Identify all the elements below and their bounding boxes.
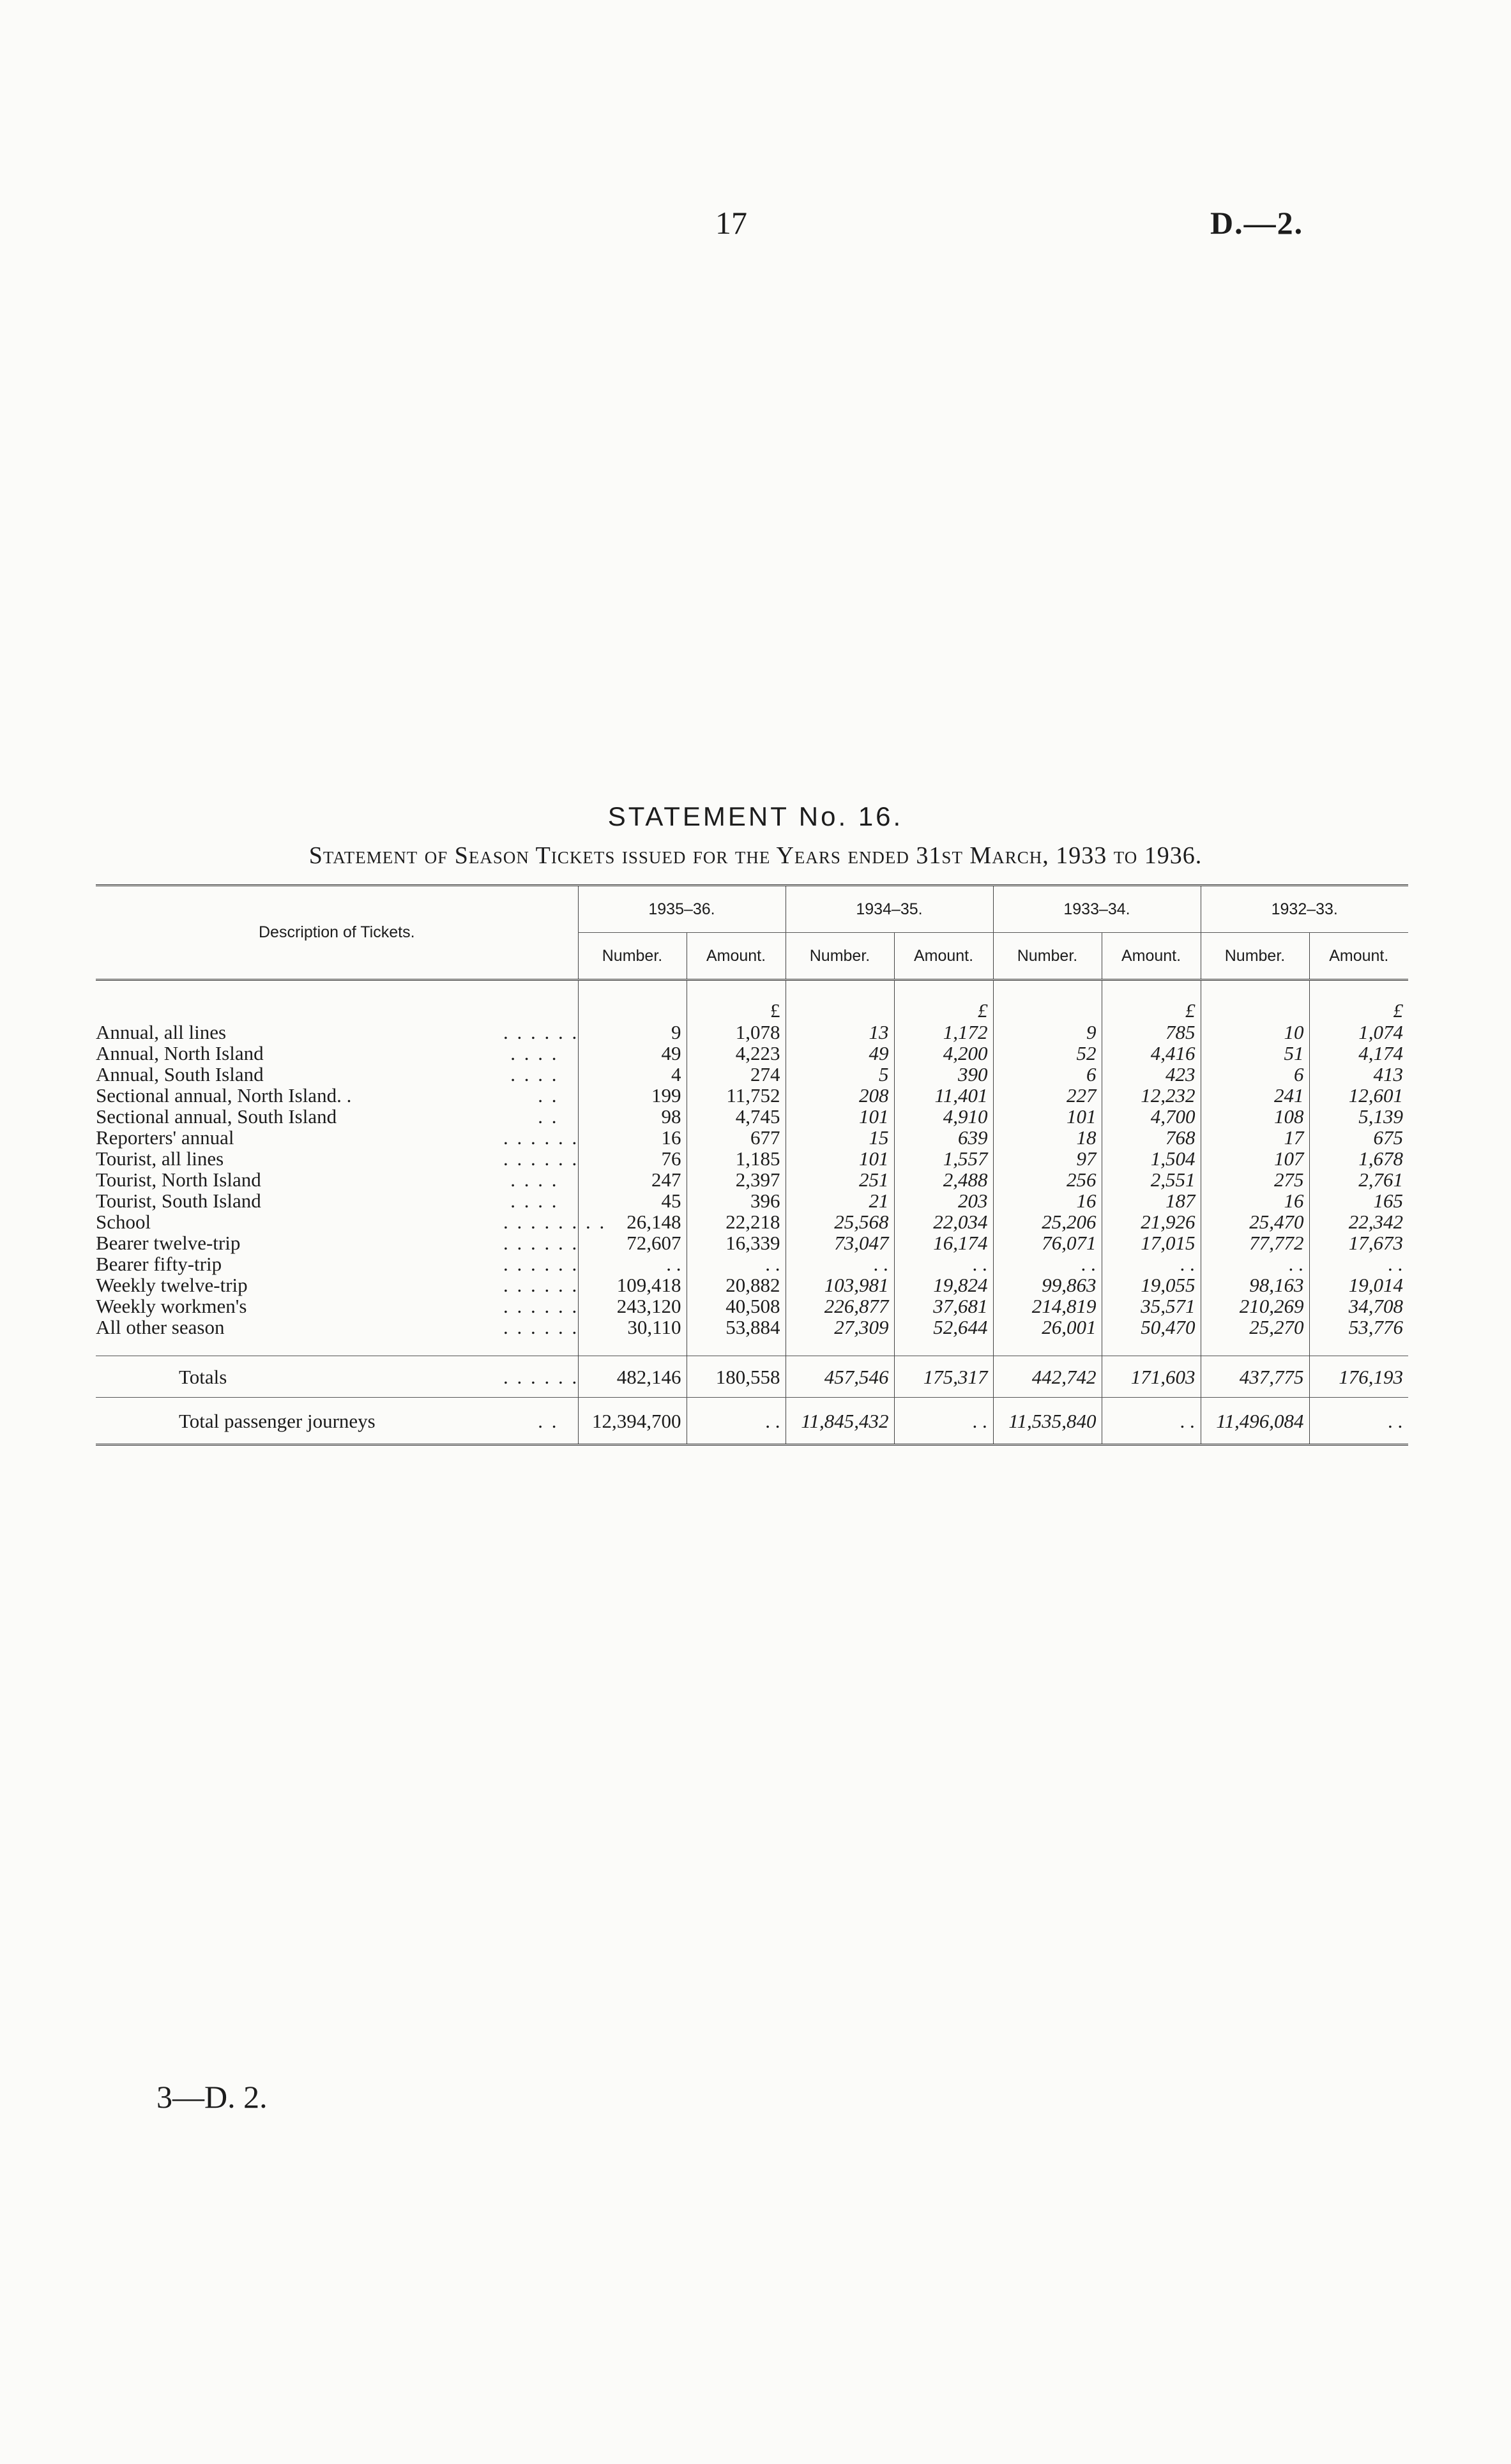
table-row — [96, 1085, 1408, 1106]
amount-cell: 37,681 — [894, 1296, 993, 1317]
number-cell: 108 — [1201, 1106, 1309, 1127]
number-cell: 45 — [578, 1190, 687, 1211]
table-row — [96, 1317, 1408, 1338]
number-cell: 16 — [578, 1127, 687, 1148]
number-cell: 51 — [1201, 1043, 1309, 1064]
number-cell: 199 — [578, 1085, 687, 1106]
number-cell: 10 — [1201, 1022, 1309, 1043]
row-label: Tourist, North Island — [96, 1168, 261, 1191]
number-cell: 5 — [786, 1064, 894, 1085]
amount-cell: 1,504 — [1102, 1148, 1201, 1169]
amount-cell: . . — [1309, 1398, 1408, 1445]
table-row — [96, 1232, 1408, 1253]
amount-header: Amount. — [1309, 933, 1408, 980]
amount-cell: 17,015 — [1102, 1232, 1201, 1253]
leader-dots: . . — [498, 1398, 578, 1445]
leader-dots: . . . . . . — [503, 1232, 579, 1254]
year-header: 1934–35. — [786, 886, 993, 933]
amount-cell: 40,508 — [687, 1296, 786, 1317]
amount-cell: 423 — [1102, 1064, 1201, 1085]
amount-cell: 52,644 — [894, 1317, 993, 1338]
number-cell: 4 — [578, 1064, 687, 1085]
amount-cell: 53,776 — [1309, 1317, 1408, 1338]
number-cell: 251 — [786, 1169, 894, 1190]
table-row — [96, 1296, 1408, 1317]
number-cell: 30,110 — [578, 1317, 687, 1338]
row-label: Annual, South Island — [96, 1063, 264, 1085]
amount-cell: . . — [894, 1398, 993, 1445]
amount-cell: 675 — [1309, 1127, 1408, 1148]
number-cell: 210,269 — [1201, 1296, 1309, 1317]
table-row — [96, 1148, 1408, 1169]
number-cell: 72,607 — [578, 1232, 687, 1253]
amount-cell: 11,752 — [687, 1085, 786, 1106]
number-cell: 49 — [578, 1043, 687, 1064]
leader-dots: . . . . . . — [503, 1021, 579, 1043]
season-tickets-table — [96, 884, 1408, 1446]
year-header: 1932–33. — [1201, 886, 1408, 933]
row-label: Sectional annual, North Island. . — [96, 1084, 352, 1107]
number-cell: 442,742 — [993, 1356, 1102, 1398]
row-label: Annual, North Island — [96, 1042, 264, 1064]
number-cell: 226,877 — [786, 1296, 894, 1317]
amount-cell: 4,745 — [687, 1106, 786, 1127]
table-row — [96, 1356, 1408, 1398]
table-row — [96, 1043, 1408, 1064]
number-cell: 11,845,432 — [786, 1398, 894, 1445]
amount-cell: 4,223 — [687, 1043, 786, 1064]
amount-cell: 16,339 — [687, 1232, 786, 1253]
document-code: D.—2. — [1210, 205, 1304, 241]
number-cell: 99,863 — [993, 1274, 1102, 1296]
amount-cell: 50,470 — [1102, 1317, 1201, 1338]
amount-cell: 2,761 — [1309, 1169, 1408, 1190]
number-header: Number. — [786, 933, 894, 980]
row-label: All other season — [96, 1316, 225, 1338]
number-cell: 11,535,840 — [993, 1398, 1102, 1445]
year-header: 1935–36. — [578, 886, 786, 933]
number-cell: 107 — [1201, 1148, 1309, 1169]
row-label: Bearer twelve-trip — [96, 1232, 241, 1254]
amount-cell: 165 — [1309, 1190, 1408, 1211]
amount-cell: 4,700 — [1102, 1106, 1201, 1127]
table-row — [96, 1022, 1408, 1043]
number-cell: . . — [786, 1253, 894, 1274]
number-cell: 77,772 — [1201, 1232, 1309, 1253]
amount-cell: 17,673 — [1309, 1232, 1408, 1253]
table-row — [96, 1274, 1408, 1296]
number-cell: 227 — [993, 1085, 1102, 1106]
amount-cell: 639 — [894, 1127, 993, 1148]
amount-cell: 4,174 — [1309, 1043, 1408, 1064]
amount-cell: 16,174 — [894, 1232, 993, 1253]
amount-cell: 21,926 — [1102, 1211, 1201, 1232]
currency-unit: £ — [1309, 999, 1408, 1022]
amount-cell: . . — [1102, 1253, 1201, 1274]
number-header: Number. — [993, 933, 1102, 980]
amount-cell: 187 — [1102, 1190, 1201, 1211]
number-cell: 243,120 — [578, 1296, 687, 1317]
amount-cell: 1,172 — [894, 1022, 993, 1043]
currency-unit: £ — [1102, 999, 1201, 1022]
number-header: Number. — [1201, 933, 1309, 980]
table-row — [96, 1398, 1408, 1445]
number-cell: 18 — [993, 1127, 1102, 1148]
amount-cell: 22,342 — [1309, 1211, 1408, 1232]
amount-cell: 2,551 — [1102, 1169, 1201, 1190]
amount-cell: 4,200 — [894, 1043, 993, 1064]
currency-unit: £ — [894, 999, 993, 1022]
amount-cell: 390 — [894, 1064, 993, 1085]
number-cell: 482,146 — [578, 1356, 687, 1398]
amount-header: Amount. — [687, 933, 786, 980]
amount-cell: 1,074 — [1309, 1022, 1408, 1043]
number-cell: 97 — [993, 1148, 1102, 1169]
row-label: Tourist, South Island — [96, 1190, 261, 1212]
number-cell: 12,394,700 — [578, 1398, 687, 1445]
number-cell: . . — [1201, 1253, 1309, 1274]
amount-cell: 396 — [687, 1190, 786, 1211]
number-cell: 6 — [1201, 1064, 1309, 1085]
row-label: School — [96, 1211, 151, 1233]
amount-cell: 2,488 — [894, 1169, 993, 1190]
number-cell: 26,148 — [578, 1211, 687, 1232]
amount-cell: 12,232 — [1102, 1085, 1201, 1106]
row-label: Sectional annual, South Island — [96, 1105, 337, 1128]
number-cell: 214,819 — [993, 1296, 1102, 1317]
number-cell: 25,206 — [993, 1211, 1102, 1232]
number-cell: 98,163 — [1201, 1274, 1309, 1296]
number-cell: 17 — [1201, 1127, 1309, 1148]
table-row — [96, 1253, 1408, 1274]
amount-cell: 175,317 — [894, 1356, 993, 1398]
number-cell: . . — [993, 1253, 1102, 1274]
leader-dots: . . . . . . — [503, 1295, 579, 1317]
amount-cell: 20,882 — [687, 1274, 786, 1296]
table-row — [96, 1190, 1408, 1211]
number-cell: 457,546 — [786, 1356, 894, 1398]
amount-cell: 1,185 — [687, 1148, 786, 1169]
number-cell: 21 — [786, 1190, 894, 1211]
amount-cell: 2,397 — [687, 1169, 786, 1190]
amount-cell: 22,034 — [894, 1211, 993, 1232]
table-row — [96, 1106, 1408, 1127]
amount-cell: 12,601 — [1309, 1085, 1408, 1106]
amount-cell: . . — [1309, 1253, 1408, 1274]
leader-dots: . . . . . . — [503, 1253, 579, 1275]
amount-cell: 4,416 — [1102, 1043, 1201, 1064]
statement-title: STATEMENT No. 16. — [607, 801, 904, 831]
number-cell: 437,775 — [1201, 1356, 1309, 1398]
amount-header: Amount. — [1102, 933, 1201, 980]
number-cell: 76 — [578, 1148, 687, 1169]
number-cell: 27,309 — [786, 1317, 894, 1338]
amount-cell: 35,571 — [1102, 1296, 1201, 1317]
leader-dots: . . . . — [510, 1042, 559, 1064]
row-label: Totals — [96, 1356, 498, 1398]
amount-cell: 1,678 — [1309, 1148, 1408, 1169]
amount-cell: 34,708 — [1309, 1296, 1408, 1317]
page-number: 17 — [715, 205, 747, 241]
number-header: Number. — [578, 933, 687, 980]
amount-cell: . . — [687, 1398, 786, 1445]
amount-cell: 413 — [1309, 1064, 1408, 1085]
number-cell: 275 — [1201, 1169, 1309, 1190]
number-cell: 101 — [786, 1106, 894, 1127]
amount-cell: 19,055 — [1102, 1274, 1201, 1296]
leader-dots: . . . . — [510, 1063, 559, 1085]
number-cell: 11,496,084 — [1201, 1398, 1309, 1445]
row-label: Bearer fifty-trip — [96, 1253, 222, 1275]
leader-dots: . . . . . . — [498, 1356, 578, 1398]
number-cell: 25,270 — [1201, 1317, 1309, 1338]
number-cell: . . — [578, 1253, 687, 1274]
amount-cell: 53,884 — [687, 1317, 786, 1338]
amount-cell: 1,078 — [687, 1022, 786, 1043]
number-cell: 101 — [786, 1148, 894, 1169]
number-cell: 13 — [786, 1022, 894, 1043]
leader-dots: . . . . — [510, 1168, 559, 1191]
number-cell: 76,071 — [993, 1232, 1102, 1253]
row-label: Annual, all lines — [96, 1021, 227, 1043]
number-cell: 98 — [578, 1106, 687, 1127]
leader-dots: . . . . — [510, 1190, 559, 1212]
amount-cell: 5,139 — [1309, 1106, 1408, 1127]
row-label: Tourist, all lines — [96, 1147, 224, 1170]
number-cell: 52 — [993, 1043, 1102, 1064]
number-cell: 208 — [786, 1085, 894, 1106]
number-cell: 25,568 — [786, 1211, 894, 1232]
amount-cell: 19,824 — [894, 1274, 993, 1296]
amount-cell: . . — [1102, 1398, 1201, 1445]
number-cell: 49 — [786, 1043, 894, 1064]
number-cell: 247 — [578, 1169, 687, 1190]
number-cell: 109,418 — [578, 1274, 687, 1296]
row-label: Total passenger journeys — [96, 1398, 498, 1445]
amount-cell: 1,557 — [894, 1148, 993, 1169]
amount-cell: 11,401 — [894, 1085, 993, 1106]
leader-dots: . . — [538, 1084, 559, 1107]
leader-dots: . . . . . . — [503, 1126, 579, 1149]
leader-dots: . . — [538, 1105, 559, 1128]
footer-reference: 3—D. 2. — [156, 2079, 268, 2115]
year-header: 1933–34. — [993, 886, 1201, 933]
leader-dots: . . . . . . — [503, 1316, 579, 1338]
amount-cell: 203 — [894, 1190, 993, 1211]
amount-cell: 785 — [1102, 1022, 1201, 1043]
amount-cell: 274 — [687, 1064, 786, 1085]
number-cell: 101 — [993, 1106, 1102, 1127]
number-cell: 73,047 — [786, 1232, 894, 1253]
amount-cell: 19,014 — [1309, 1274, 1408, 1296]
amount-cell: 171,603 — [1102, 1356, 1201, 1398]
number-cell: 103,981 — [786, 1274, 894, 1296]
number-cell: 9 — [993, 1022, 1102, 1043]
row-label: Reporters' annual — [96, 1126, 234, 1149]
leader-dots: . . . . . . — [503, 1147, 579, 1170]
amount-cell: 180,558 — [687, 1356, 786, 1398]
table-row — [96, 1211, 1408, 1232]
amount-header: Amount. — [894, 933, 993, 980]
row-label: Weekly twelve-trip — [96, 1274, 248, 1296]
amount-cell: 677 — [687, 1127, 786, 1148]
number-cell: 6 — [993, 1064, 1102, 1085]
number-cell: 9 — [578, 1022, 687, 1043]
number-cell: 256 — [993, 1169, 1102, 1190]
leader-dots: . . . . . . . . — [503, 1211, 607, 1233]
amount-cell: 768 — [1102, 1127, 1201, 1148]
number-cell: 16 — [993, 1190, 1102, 1211]
number-cell: 15 — [786, 1127, 894, 1148]
number-cell: 241 — [1201, 1085, 1309, 1106]
leader-dots: . . . . . . — [503, 1274, 579, 1296]
amount-cell: 176,193 — [1309, 1356, 1408, 1398]
amount-cell: . . — [687, 1253, 786, 1274]
table-row — [96, 1064, 1408, 1085]
amount-cell: . . — [894, 1253, 993, 1274]
amount-cell: 22,218 — [687, 1211, 786, 1232]
number-cell: 26,001 — [993, 1317, 1102, 1338]
amount-cell: 4,910 — [894, 1106, 993, 1127]
currency-unit: £ — [687, 999, 786, 1022]
table-row — [96, 1169, 1408, 1190]
description-header: Description of Tickets. — [96, 886, 578, 980]
statement-subtitle: Statement of Season Tickets issued for the Years ended 31st March, 1933 to 1936. — [308, 842, 1203, 869]
row-label: Weekly workmen's — [96, 1295, 247, 1317]
number-cell: 16 — [1201, 1190, 1309, 1211]
table-row — [96, 1127, 1408, 1148]
number-cell: 25,470 — [1201, 1211, 1309, 1232]
